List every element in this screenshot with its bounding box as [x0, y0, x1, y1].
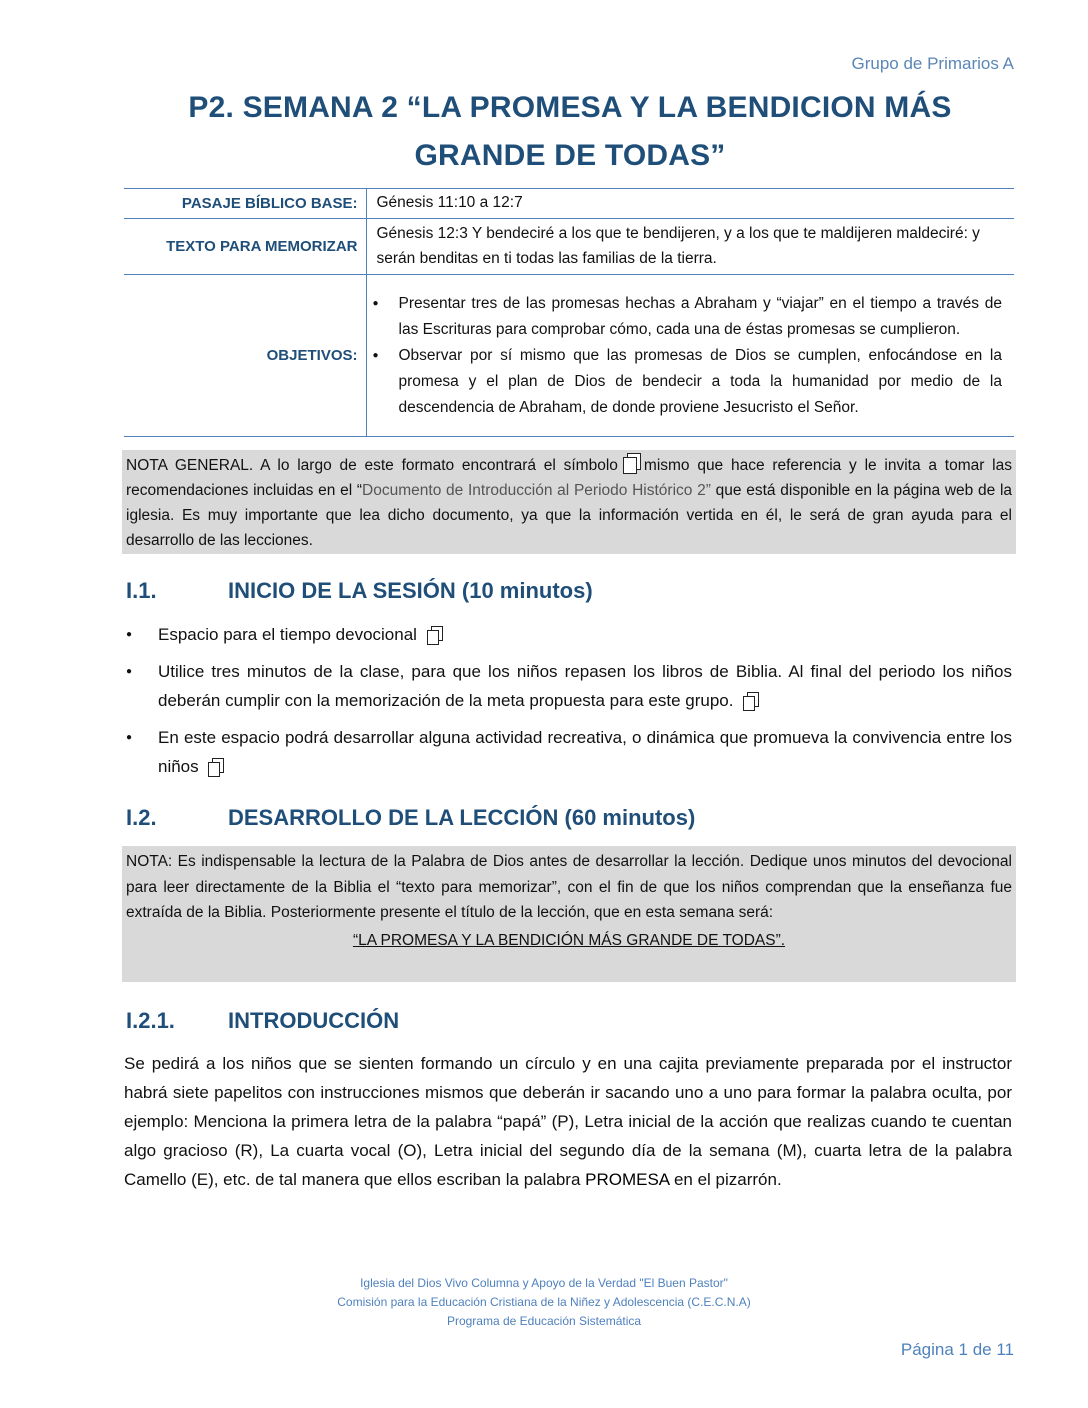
section-number: I.2.1.: [126, 1008, 175, 1033]
footer-line-1: Iglesia del Dios Vivo Columna y Apoyo de la Verdad "El Buen Pastor": [360, 1276, 728, 1290]
title-line-1: P2. SEMANA 2 “LA PROMESA Y LA BENDICION MÁS: [188, 91, 952, 124]
pasaje-value: Génesis 11:10 a 12:7: [376, 194, 523, 211]
document-copy-icon: [426, 626, 442, 643]
objetivos-label: OBJETIVOS:: [124, 275, 366, 437]
texto-label: TEXTO PARA MEMORIZAR: [124, 219, 366, 275]
section-heading-desarrollo: [126, 805, 695, 831]
inicio-bullet-list: [124, 620, 1012, 789]
footer-line-3: Programa de Educación Sistemática: [446, 1314, 642, 1328]
info-table: [124, 188, 1014, 437]
section-title: INTRODUCCIÓN: [228, 1008, 400, 1033]
section-title: DESARROLLO DE LA LECCIÓN (60 minutos): [228, 805, 696, 830]
lesson-note-text: NOTA: Es indispensable la lectura de la Palabra de Dios antes de desarrollar la lección. Dedique unos minutos del devocional para leer directamente de la Biblia el “texto para memorizar”, con el fin de que los niños comprendan que la enseñanza fue extraída de la Biblia. Posteriormente presente el título de la lección, que en esta semana será:: [126, 853, 1012, 921]
bullet-text: Espacio para el tiempo devocional: [158, 625, 417, 644]
section-number: I.2.: [126, 805, 157, 830]
objetivo-item: ● Presentar tres de las promesas hechas a Abraham y “viajar” en el tiempo a través de las Escrituras para comprobar cómo, cada una de éstas promesas se cumplieron.: [371, 291, 1003, 343]
footer-line-2: Comisión para la Educación Cristiana de la Niñez y Adolescencia (C.E.C.N.A): [337, 1295, 751, 1309]
page-title: [124, 84, 1016, 180]
general-note-part2: mismo que hace referencia y le invita a tomar las recomendaciones incluidas en el “: [126, 457, 1012, 499]
objetivo-item: ● Observar por sí mismo que las promesas de Dios se cumplen, enfocándose en la promesa y el plan de Dios de bendecir a toda la humanidad por medio de la descendencia de Abraham, de donde proviene Jesucristo el Señor.: [371, 343, 1003, 421]
title-line-2: GRANDE DE TODAS”: [414, 139, 726, 172]
intro-text: Se pedirá a los niños que se sienten formando un círculo y en una cajita previamente preparada por el instructor habrá siete papelitos con instrucciones mismos que deberán ir sacando uno a uno para formar la palabra oculta, por ejemplo: Menciona la primera letra de la palabra “papá” (P), Letra inicial de la acción que realizas cuando te cuentan algo gracioso (R), La cuarta vocal (O), Letra inicial del segundo día de la semana (M), cuarta letra de la palabra Camello (E), etc. de tal manera que ellos escriban la palabra: [124, 1054, 1012, 1189]
texto-row: [124, 219, 1014, 275]
bullet-text: Utilice tres minutos de la clase, para que los niños repasen los libros de Biblia. Al final del periodo los niños deberán cumplir con la memorización de la meta propuesta para este grupo.: [158, 662, 1012, 710]
intro-text-end: en el pizarrón.: [669, 1170, 782, 1189]
bullet-text: En este espacio podrá desarrollar alguna actividad recreativa, o dinámica que promueva la convivencia entre los niños: [158, 728, 1012, 776]
lesson-note: [122, 846, 1016, 982]
pasaje-row: [124, 189, 1014, 219]
section-number: I.1.: [126, 578, 157, 603]
list-item: [124, 723, 1012, 781]
pasaje-label: PASAJE BÍBLICO BASE:: [124, 189, 366, 219]
objetivos-row: [124, 275, 1014, 437]
document-copy-icon: [622, 453, 640, 473]
list-item: [124, 657, 1012, 715]
document-copy-icon: [742, 692, 758, 709]
general-note: [122, 450, 1016, 554]
objetivos-cell: [366, 275, 1014, 437]
objetivos-list: [371, 291, 1003, 421]
general-note-part1: NOTA GENERAL. A lo largo de este formato encontrará el símbolo: [126, 457, 618, 474]
intro-bold-word: PROMESA: [585, 1170, 670, 1189]
texto-value: Génesis 12:3 Y bendeciré a los que te bendijeren, y a los que te maldijeren maldeciré: y serán benditas en ti todas las familias de la tierra.: [376, 224, 980, 267]
section-title: INICIO DE LA SESIÓN (10 minutos): [228, 578, 593, 603]
document-copy-icon: [207, 758, 223, 775]
intro-document-link[interactable]: Documento de Introducción al Periodo Histórico 2”: [362, 482, 711, 499]
list-item: [124, 620, 1012, 649]
group-label: Grupo de Primarios A: [851, 54, 1014, 73]
section-heading-inicio: [126, 578, 593, 604]
page-number: Página 1 de 11: [900, 1340, 1014, 1359]
intro-paragraph: [124, 1049, 1012, 1194]
section-heading-introduccion: [126, 1008, 399, 1034]
general-note-part3: que está disponible en la página web de la iglesia. Es muy importante que lea dicho documento, ya que la información vertida en él, le será de gran ayuda para el desarrollo de las lecciones.: [126, 482, 1013, 549]
page-footer: [0, 1274, 1088, 1331]
lesson-title: “LA PROMESA Y LA BENDICIÓN MÁS GRANDE DE TODAS”.: [352, 931, 786, 949]
